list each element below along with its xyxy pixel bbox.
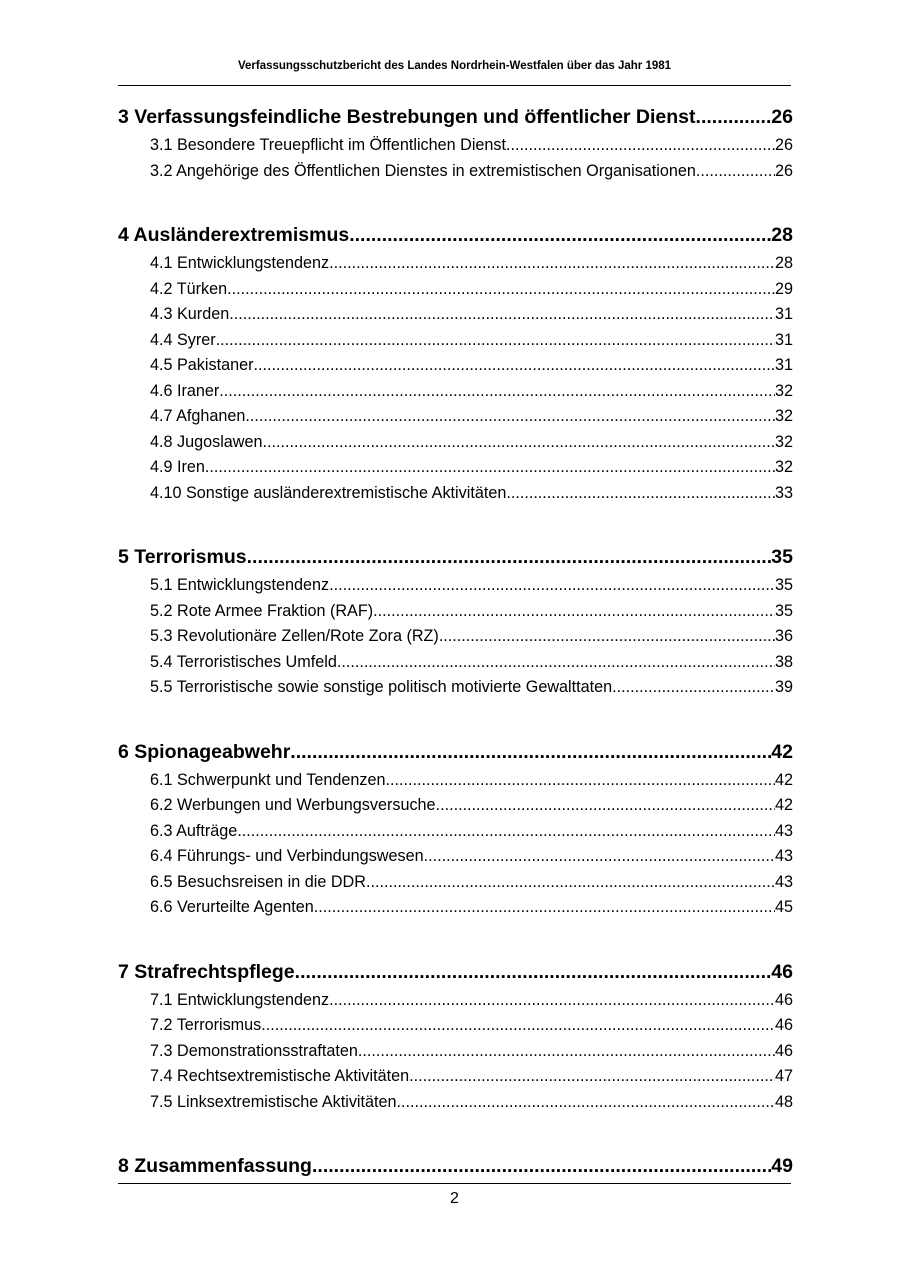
leader-dots xyxy=(216,331,775,350)
leader-dots xyxy=(337,653,775,672)
toc-subentry-page: 47 xyxy=(774,1067,793,1085)
toc-subentry-page: 29 xyxy=(774,279,793,298)
toc-subentry-title: 4.2 Türken xyxy=(150,279,228,298)
toc-subentry[interactable] xyxy=(118,1016,793,1042)
leader-dots xyxy=(424,847,775,866)
toc-subentry-title: 6.5 Besuchsreisen in die DDR xyxy=(150,872,366,891)
toc-subentry-page: 43 xyxy=(774,821,793,840)
toc-subentry-page: 48 xyxy=(774,1092,793,1111)
toc-subentry-page: 32 xyxy=(774,407,793,425)
toc-subentry[interactable] xyxy=(118,627,793,653)
toc-subentry-page: 42 xyxy=(774,796,793,814)
toc-subentry-title: 7.5 Linksextremistische Aktivitäten xyxy=(150,1092,397,1111)
running-header: Verfassungsschutzbericht des Landes Nordrhein-Westfalen über das Jahr 1981 xyxy=(237,60,672,72)
toc-subentry[interactable] xyxy=(118,382,793,408)
leader-dots xyxy=(227,280,775,299)
table-of-contents xyxy=(118,106,793,1220)
toc-section xyxy=(118,106,793,187)
toc-chapter-entry-title: 6 Spionageabwehr xyxy=(118,740,291,763)
leader-dots xyxy=(506,484,775,503)
leader-dots xyxy=(439,627,775,646)
toc-subentry-page: 42 xyxy=(774,770,793,789)
toc-chapter-entry-page: 28 xyxy=(771,224,793,246)
leader-dots xyxy=(386,771,775,790)
toc-subentry-title: 4.4 Syrer xyxy=(150,330,216,349)
toc-section xyxy=(118,1155,793,1183)
toc-chapter-entry-title: 7 Strafrechtspflege xyxy=(118,960,295,983)
leader-dots xyxy=(229,305,775,324)
toc-subentry-page: 43 xyxy=(774,872,793,891)
toc-subentry-title: 7.2 Terrorismus xyxy=(150,1016,262,1034)
footer-rule xyxy=(118,1183,791,1184)
toc-subentry-title: 6.4 Führungs- und Verbindungswesen xyxy=(150,847,424,865)
toc-subentry[interactable] xyxy=(118,1067,793,1093)
toc-subentry-title: 6.3 Aufträge xyxy=(150,821,238,840)
toc-subentry[interactable] xyxy=(118,254,793,280)
leader-dots xyxy=(409,1067,775,1086)
toc-section xyxy=(118,961,793,1119)
leader-dots xyxy=(696,106,772,129)
toc-subentry[interactable] xyxy=(118,771,793,797)
toc-subentry-title: 4.3 Kurden xyxy=(150,305,230,323)
toc-subentry-title: 4.7 Afghanen xyxy=(150,407,246,425)
leader-dots xyxy=(261,1016,775,1035)
toc-section xyxy=(118,741,793,924)
toc-chapter-entry-page: 26 xyxy=(771,106,793,128)
leader-dots xyxy=(237,822,775,841)
leader-dots xyxy=(205,458,775,477)
toc-subentry-page: 28 xyxy=(774,254,793,272)
toc-chapter-entry-page: 49 xyxy=(771,1155,793,1177)
toc-subentry[interactable] xyxy=(118,576,793,602)
toc-subentry-page: 46 xyxy=(774,990,793,1009)
toc-subentry-title: 7.3 Demonstrationsstraftaten xyxy=(150,1041,358,1060)
leader-dots xyxy=(436,796,775,815)
toc-chapter-entry-title: 5 Terrorismus xyxy=(118,546,247,568)
toc-subentry-page: 31 xyxy=(774,305,793,323)
toc-subentry-page: 32 xyxy=(774,432,793,451)
leader-dots xyxy=(696,162,775,181)
toc-subentry[interactable] xyxy=(118,1093,793,1119)
leader-dots xyxy=(263,433,775,452)
toc-subentry-title: 5.2 Rote Armee Fraktion (RAF) xyxy=(150,601,374,620)
toc-subentry-page: 35 xyxy=(774,576,793,594)
toc-subentry-page: 31 xyxy=(774,356,793,374)
leader-dots xyxy=(219,382,775,401)
leader-dots xyxy=(612,678,775,697)
toc-subentry[interactable] xyxy=(118,796,793,822)
leader-dots xyxy=(247,546,772,569)
toc-chapter-entry-page: 42 xyxy=(771,740,793,763)
leader-dots xyxy=(329,991,775,1010)
toc-chapter-entry[interactable] xyxy=(118,106,793,134)
toc-subentry[interactable] xyxy=(118,1042,793,1068)
toc-subentry[interactable] xyxy=(118,305,793,331)
toc-subentry-page: 43 xyxy=(774,847,793,865)
toc-subentry[interactable] xyxy=(118,602,793,628)
toc-subentry-page: 26 xyxy=(774,161,793,180)
toc-subentry-title: 3.2 Angehörige des Öffentlichen Dienstes in extremistischen Organisationen xyxy=(150,161,696,180)
toc-subentry-title: 4.1 Entwicklungstendenz xyxy=(150,254,330,272)
toc-subentry-title: 5.1 Entwicklungstendenz xyxy=(150,576,330,594)
toc-section xyxy=(118,546,793,704)
leader-dots xyxy=(329,254,775,273)
toc-subentry[interactable] xyxy=(118,407,793,433)
toc-subentry-title: 5.5 Terroristische sowie sonstige politisch motivierte Gewalttaten xyxy=(150,678,613,696)
toc-subentry-title: 5.3 Revolutionäre Zellen/Rote Zora (RZ) xyxy=(150,627,439,645)
toc-subentry[interactable] xyxy=(118,822,793,848)
leader-dots xyxy=(373,602,775,621)
toc-subentry-page: 32 xyxy=(774,458,793,476)
leader-dots xyxy=(245,407,775,426)
toc-subentry[interactable] xyxy=(118,898,793,924)
leader-dots xyxy=(366,873,775,892)
toc-chapter-entry[interactable] xyxy=(118,224,793,252)
leader-dots xyxy=(397,1093,775,1112)
toc-subentry[interactable] xyxy=(118,356,793,382)
leader-dots xyxy=(290,741,771,764)
toc-subentry-page: 36 xyxy=(774,627,793,645)
toc-subentry-title: 6.1 Schwerpunkt und Tendenzen xyxy=(150,770,386,789)
toc-subentry-page: 33 xyxy=(774,483,793,502)
toc-subentry[interactable] xyxy=(118,162,793,188)
toc-chapter-entry-title: 4 Ausländerextremismus xyxy=(118,224,350,246)
toc-subentry-title: 4.9 Iren xyxy=(150,458,205,476)
toc-subentry-page: 39 xyxy=(774,678,793,696)
page-number: 2 xyxy=(450,1190,459,1207)
toc-subentry-page: 46 xyxy=(774,1016,793,1034)
toc-subentry[interactable] xyxy=(118,280,793,306)
leader-dots xyxy=(506,136,775,155)
toc-subentry-title: 6.2 Werbungen und Werbungsversuche xyxy=(150,796,436,814)
toc-subentry[interactable] xyxy=(118,653,793,679)
toc-chapter-entry-title: 8 Zusammenfassung xyxy=(118,1155,312,1177)
toc-subentry-title: 5.4 Terroristisches Umfeld xyxy=(150,652,337,671)
toc-subentry[interactable] xyxy=(118,433,793,459)
leader-dots xyxy=(329,576,775,595)
toc-subentry-title: 7.4 Rechtsextremistische Aktivitäten xyxy=(150,1067,410,1085)
leader-dots xyxy=(349,224,771,247)
toc-subentry-page: 38 xyxy=(774,652,793,671)
toc-subentry[interactable] xyxy=(118,873,793,899)
toc-subentry[interactable] xyxy=(118,991,793,1017)
toc-section xyxy=(118,224,793,509)
toc-subentry[interactable] xyxy=(118,458,793,484)
toc-subentry-page: 26 xyxy=(774,136,793,154)
leader-dots xyxy=(253,356,775,375)
toc-subentry-page: 35 xyxy=(774,601,793,620)
toc-chapter-entry[interactable] xyxy=(118,741,793,769)
leader-dots xyxy=(295,961,772,984)
toc-chapter-entry-title: 3 Verfassungsfeindliche Bestrebungen und öffentlicher Dienst xyxy=(118,106,696,128)
toc-subentry-title: 4.5 Pakistaner xyxy=(150,356,254,374)
toc-subentry[interactable] xyxy=(118,484,793,510)
toc-chapter-entry-page: 35 xyxy=(771,546,793,568)
toc-subentry-title: 4.10 Sonstige ausländerextremistische Aktivitäten xyxy=(150,483,507,502)
toc-chapter-entry[interactable] xyxy=(118,546,793,574)
toc-subentry-page: 46 xyxy=(774,1041,793,1060)
toc-subentry-title: 3.1 Besondere Treuepflicht im Öffentlichen Dienst xyxy=(150,136,507,154)
header-rule xyxy=(118,85,791,86)
toc-subentry-title: 6.6 Verurteilte Agenten xyxy=(150,898,314,916)
toc-subentry-title: 4.8 Jugoslawen xyxy=(150,432,263,451)
toc-subentry-page: 32 xyxy=(774,381,793,400)
toc-subentry[interactable] xyxy=(118,136,793,162)
toc-chapter-entry[interactable] xyxy=(118,961,793,989)
toc-subentry-title: 7.1 Entwicklungstendenz xyxy=(150,990,330,1009)
leader-dots xyxy=(358,1042,775,1061)
toc-subentry[interactable] xyxy=(118,678,793,704)
toc-subentry[interactable] xyxy=(118,847,793,873)
toc-subentry-page: 31 xyxy=(774,330,793,349)
toc-subentry-page: 45 xyxy=(774,898,793,916)
toc-subentry-title: 4.6 Iraner xyxy=(150,381,220,400)
leader-dots xyxy=(314,898,775,917)
toc-subentry[interactable] xyxy=(118,331,793,357)
toc-chapter-entry-page: 46 xyxy=(771,960,793,983)
toc-chapter-entry[interactable] xyxy=(118,1155,793,1183)
leader-dots xyxy=(312,1155,771,1178)
